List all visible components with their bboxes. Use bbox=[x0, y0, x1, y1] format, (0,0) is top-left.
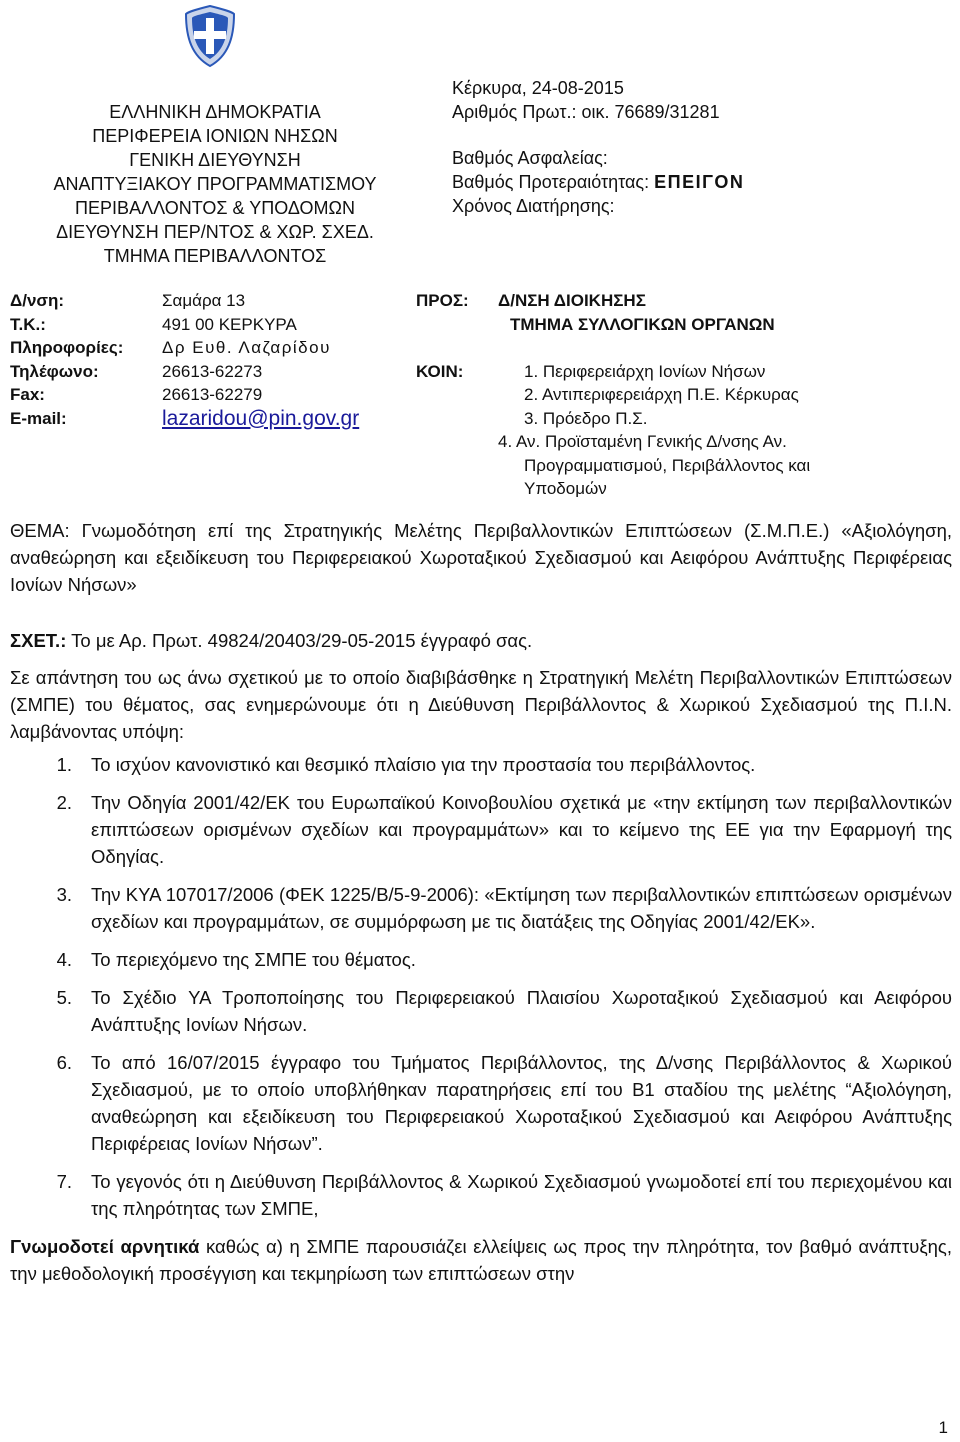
list-item-text: Το γεγονός ότι η Διεύθυνση Περιβάλλοντος & Χωρικού Σχεδιασμού γνωμοδοτεί επί του περιεχομένου και της πληρότητας των ΣΜΠΕ, bbox=[91, 1171, 952, 1219]
contact-block bbox=[10, 289, 359, 430]
list-item bbox=[10, 751, 952, 778]
security-level: Βαθμός Ασφαλείας: bbox=[452, 148, 608, 168]
cc-label: ΚΟΙΝ: bbox=[416, 361, 464, 381]
to-recipient: Δ/ΝΣΗ ΔΙΟΙΚΗΣΗΣ bbox=[498, 291, 646, 310]
closing-paragraph bbox=[10, 1233, 952, 1287]
cc-recipient: 4. Αν. Προϊσταμένη Γενικής Δ/νσης Αν. bbox=[498, 432, 787, 451]
issuer-block bbox=[20, 100, 410, 268]
address-label: Δ/νση: bbox=[10, 291, 65, 310]
list-item-number: 2. bbox=[56, 792, 72, 813]
subject-paragraph bbox=[10, 517, 952, 598]
priority-value: ΕΠΕΙΓΟΝ bbox=[654, 172, 745, 192]
list-item-text: Το περιεχόμενο της ΣΜΠΕ του θέματος. bbox=[91, 949, 416, 970]
list-item bbox=[10, 984, 952, 1038]
list-item-text: Την Οδηγία 2001/42/ΕΚ του Ευρωπαϊκού Κοινοβουλίου σχετικά με «την εκτίμηση των περιβαλλοντικών επιπτώσεων ορισμένων σχεδίων και προγραμμάτων» και το κείμενο της ΕΕ για την Εφαρμογή της Οδηγίας. bbox=[91, 792, 952, 867]
greek-emblem-icon bbox=[180, 4, 240, 68]
fax-value: 26613-62279 bbox=[162, 385, 263, 404]
cc-recipient-cont: Προγραμματισμού, Περιβάλλοντος και bbox=[524, 455, 811, 475]
list-item-number: 3. bbox=[56, 884, 72, 905]
list-item bbox=[10, 1168, 952, 1222]
info-label: Πληροφορίες: bbox=[10, 338, 124, 357]
subject-text: : Γνωμοδότηση επί της Στρατηγικής Μελέτης Περιβαλλοντικών Επιπτώσεων (Σ.Μ.Π.Ε.) «Αξιολόγηση, αναθεώρηση και εξειδίκευση του Περιφερειακού Χωροταξικού Σχεδιασμού και Αειφόρου Ανάπτυξης Περιφέρειας Ιονίων Νήσων» bbox=[10, 520, 952, 595]
list-item-number: 7. bbox=[56, 1171, 72, 1192]
cc-recipient-cont: Υποδομών bbox=[524, 479, 607, 498]
list-item-text: Το Σχέδιο ΥΑ Τροποποίησης του Περιφερειακού Πλαισίου Χωροταξικού Σχεδιασμού και Αειφόρου Ανάπτυξης Ιονίων Νήσων. bbox=[91, 987, 952, 1035]
cc-recipient: 2. Αντιπεριφερειάρχη Π.Ε. Κέρκυρας bbox=[524, 385, 799, 404]
email-link[interactable]: lazaridou@pin.gov.gr bbox=[162, 406, 360, 430]
list-item-number: 1. bbox=[56, 754, 72, 775]
list-item-text: Το ισχύον κανονιστικό και θεσμικό πλαίσιο για την προστασία του περιβάλλοντος. bbox=[91, 754, 756, 775]
phone-label: Τηλέφωνο: bbox=[10, 361, 99, 381]
reference-text: Το με Αρ. Πρωτ. 49824/20403/29-05-2015 έγγραφό σας. bbox=[66, 630, 533, 651]
list-item bbox=[10, 1049, 952, 1157]
fax-label: Fax: bbox=[10, 385, 45, 404]
place-date: Κέρκυρα, 24-08-2015 bbox=[452, 78, 624, 98]
postcode-label: Τ.Κ.: bbox=[10, 314, 46, 334]
issuer-line: ΤΜΗΜΑ ΠΕΡΙΒΑΛΛΟΝΤΟΣ bbox=[103, 246, 327, 266]
issuer-line: ΠΕΡΙΒΑΛΛΟΝΤΟΣ & ΥΠΟΔΟΜΩΝ bbox=[75, 198, 355, 218]
reference-paragraph bbox=[10, 627, 952, 654]
issuer-line: ΕΛΛΗΝΙΚΗ ΔΗΜΟΚΡΑΤΙΑ bbox=[109, 102, 321, 122]
issuer-line: ΓΕΝΙΚΗ ΔΙΕΥΘΥΝΣΗ bbox=[129, 150, 301, 170]
intro-paragraph: Σε απάντηση του ως άνω σχετικού με το οποίο διαβιβάσθηκε η Στρατηγική Μελέτη Περιβαλλοντικών Επιπτώσεων (ΣΜΠΕ) του θέματος, σας ενημερώνουμε ότι η Διεύθυνση Περιβάλλοντος & Χωρικού Σχεδιασμού της Π.Ι.Ν. λαμβάνοντας υπόψη: bbox=[10, 667, 952, 742]
page-number: 1 bbox=[938, 1418, 948, 1437]
considerations-list bbox=[10, 751, 952, 1222]
retention-period: Χρόνος Διατήρησης: bbox=[452, 196, 615, 216]
phone-value: 26613-62273 bbox=[162, 361, 263, 381]
reference-label: ΣΧΕΤ.: bbox=[10, 630, 67, 651]
cc-recipient: 1. Περιφερειάρχη Ιονίων Νήσων bbox=[524, 361, 766, 381]
document-meta bbox=[452, 76, 744, 218]
list-item-number: 4. bbox=[56, 949, 72, 970]
list-item bbox=[10, 789, 952, 870]
closing-bold: Γνωμοδοτεί αρνητικά bbox=[10, 1236, 200, 1257]
issuer-line: ΑΝΑΠΤΥΞΙΑΚΟΥ ΠΡΟΓΡΑΜΜΑΤΙΣΜΟΥ bbox=[53, 174, 377, 194]
list-item-text: Την ΚΥΑ 107017/2006 (ΦΕΚ 1225/Β/5-9-2006): «Εκτίμηση των περιβαλλοντικών επιπτώσεων ορισμένων σχεδίων και προγραμμάτων, σε συμμόρφωση με τις διατάξεις της Οδηγίας 2001/42/ΕΚ». bbox=[91, 884, 952, 932]
list-item-text: Το από 16/07/2015 έγγραφο του Τμήματος Περιβάλλοντος, της Δ/νσης Περιβάλλοντος & Χωρικού Σχεδιασμού, με το οποίο υποβλήθηκαν παρατηρήσεις επί του Β1 σταδίου της μελέτης “Αξιολόγηση, αναθεώρηση και εξειδίκευση του Περιφερειακού Χωροταξικού Σχεδιασμού και Αειφόρου Ανάπτυξης Περιφέρειας Ιονίων Νήσων”. bbox=[91, 1052, 952, 1154]
issuer-line: ΔΙΕΥΘΥΝΣΗ ΠΕΡ/ΝΤΟΣ & ΧΩΡ. ΣΧΕΔ. bbox=[56, 222, 374, 242]
list-item bbox=[10, 946, 952, 973]
postcode-value: 491 00 ΚΕΡΚΥΡΑ bbox=[162, 314, 297, 334]
to-label: ΠΡΟΣ: bbox=[416, 291, 469, 310]
to-recipient-department: ΤΜΗΜΑ ΣΥΛΛΟΓΙΚΩΝ ΟΡΓΑΝΩΝ bbox=[510, 314, 775, 334]
priority-label: Βαθμός Προτεραιότητας: bbox=[452, 172, 650, 192]
document-body bbox=[10, 517, 952, 1287]
email-label: E-mail: bbox=[10, 408, 67, 428]
address-value: Σαμάρα 13 bbox=[162, 291, 246, 310]
issuer-line: ΠΕΡΙΦΕΡΕΙΑ ΙΟΝΙΩΝ ΝΗΣΩΝ bbox=[92, 126, 338, 146]
priority-level bbox=[452, 170, 744, 194]
list-item bbox=[10, 881, 952, 935]
info-value: Δρ Ευθ. Λαζαρίδου bbox=[162, 338, 331, 357]
list-item-number: 6. bbox=[56, 1052, 72, 1073]
subject-label: ΘΕΜΑ bbox=[10, 520, 65, 541]
cc-recipient: 3. Πρόεδρο Π.Σ. bbox=[524, 408, 648, 428]
recipients-block bbox=[416, 289, 810, 501]
list-item-number: 5. bbox=[56, 987, 72, 1008]
protocol-number: Αριθμός Πρωτ.: οικ. 76689/31281 bbox=[452, 102, 720, 122]
closing-text: καθώς α) η ΣΜΠΕ παρουσιάζει ελλείψεις ως προς την πληρότητα, τον βαθμό ανάπτυξης, την μεθοδολογική προσέγγιση και τεκμηρίωση των επιπτώσεων στην bbox=[10, 1236, 952, 1284]
